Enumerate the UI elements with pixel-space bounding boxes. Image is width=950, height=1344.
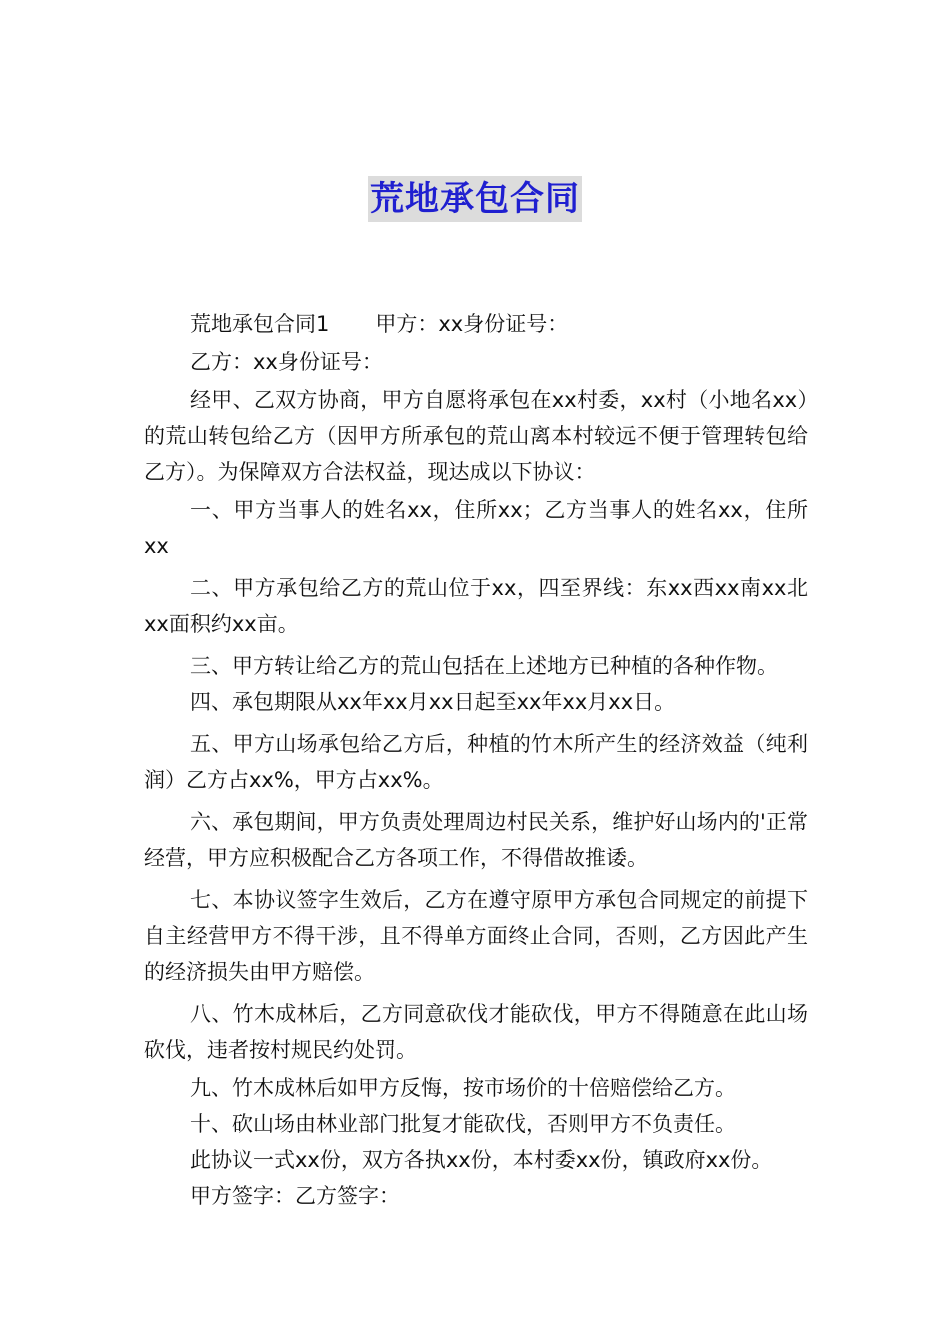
paragraph-party-b: 乙方：xx身份证号： bbox=[190, 350, 383, 374]
paragraph-header bbox=[144, 306, 808, 342]
clause-8: 八、竹木成林后，乙方同意砍伐才能砍伐，甲方不得随意在此山场砍伐，违者按村规民约处罚。 bbox=[144, 1002, 808, 1062]
clause-2: 二、甲方承包给乙方的荒山位于xx，四至界线：东xx西xx南xx北xx面积约xx亩。 bbox=[144, 576, 808, 636]
clause-1: 一、甲方当事人的姓名xx，住所xx；乙方当事人的姓名xx，住所xx bbox=[144, 498, 808, 558]
copies-statement: 此协议一式xx份，双方各执xx份，本村委xx份，镇政府xx份。 bbox=[190, 1148, 773, 1172]
clause-6: 六、承包期间，甲方负责处理周边村民关系，维护好山场内的'正常经营，甲方应积极配合乙方各项工作，不得借故推诿。 bbox=[144, 810, 808, 870]
document-body bbox=[144, 306, 808, 1214]
clause-10: 十、砍山场由林业部门批复才能砍伐，否则甲方不负责任。 bbox=[190, 1112, 736, 1136]
contract-number: 荒地承包合同1 bbox=[190, 312, 330, 336]
clause-5: 五、甲方山场承包给乙方后，种植的竹木所产生的经济效益（纯利润）乙方占xx%，甲方占xx%。 bbox=[144, 732, 808, 792]
clause-4: 四、承包期限从xx年xx月xx日起至xx年xx月xx日。 bbox=[190, 690, 676, 714]
document-title: 荒地承包合同 bbox=[368, 176, 582, 222]
party-a-id: 甲方：xx身份证号： bbox=[375, 312, 569, 336]
paragraph-preamble: 经甲、乙双方协商，甲方自愿将承包在xx村委，xx村（小地名xx）的荒山转包给乙方（因甲方所承包的荒山离本村较远不便于管理转包给乙方）。为保障双方合法权益，现达成以下协议： bbox=[144, 388, 808, 484]
title-area bbox=[0, 176, 950, 222]
signature-line: 甲方签字：乙方签字： bbox=[190, 1184, 400, 1208]
clause-3: 三、甲方转让给乙方的荒山包括在上述地方已种植的各种作物。 bbox=[190, 654, 778, 678]
clause-7: 七、本协议签字生效后，乙方在遵守原甲方承包合同规定的前提下自主经营甲方不得干涉，且不得单方面终止合同，否则，乙方因此产生的经济损失由甲方赔偿。 bbox=[144, 888, 808, 984]
clause-9: 九、竹木成林后如甲方反悔，按市场价的十倍赔偿给乙方。 bbox=[190, 1076, 736, 1100]
